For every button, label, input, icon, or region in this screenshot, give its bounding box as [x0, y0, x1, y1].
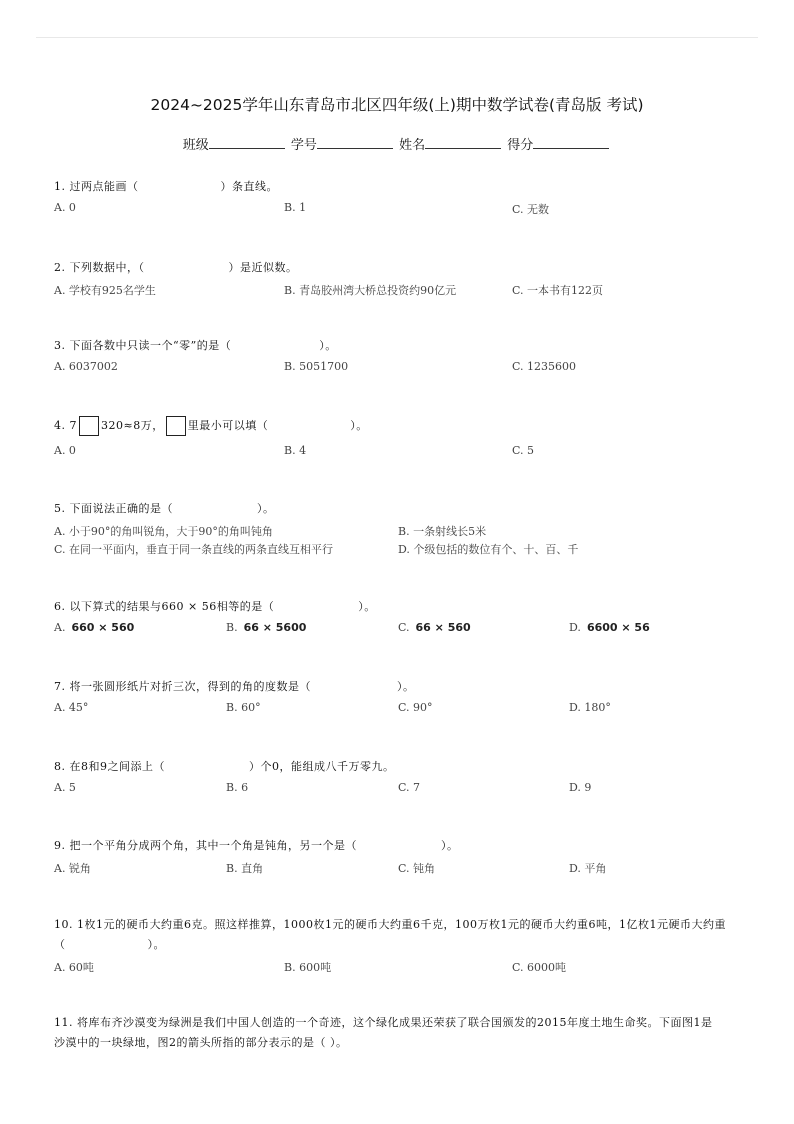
option-b[interactable]: B. 一条射线长5米	[398, 525, 487, 538]
question-2	[54, 258, 754, 298]
option-b[interactable]: B. 4	[284, 444, 307, 457]
option-a[interactable]: A. 小于90°的角叫锐角，大于90°的角叫钝角	[54, 525, 273, 538]
question-6	[54, 597, 754, 637]
option-b[interactable]: B. 600吨	[284, 961, 332, 974]
option-c[interactable]: C. 在同一平面内，垂直于同一条直线的两条直线互相平行	[54, 543, 334, 556]
option-c[interactable]: C. 一本书有122页	[512, 284, 604, 297]
option-b[interactable]: B. 直角	[226, 862, 264, 875]
digit-box[interactable]	[79, 416, 99, 436]
option-b[interactable]: B. 6	[226, 781, 249, 794]
option-a[interactable]: A. 6037002	[54, 360, 118, 373]
student-info-row	[0, 134, 794, 153]
digit-box[interactable]	[166, 416, 186, 436]
option-b[interactable]: B. 60°	[226, 701, 261, 714]
option-d[interactable]: D. 180°	[569, 701, 611, 714]
option-b[interactable]: B. 5051700	[284, 360, 349, 373]
option-c[interactable]: C. 66 × 560	[398, 621, 471, 634]
question-3	[54, 336, 754, 376]
option-c[interactable]: C. 无数	[512, 203, 550, 216]
option-d[interactable]: D. 9	[569, 781, 592, 794]
question-1	[54, 177, 754, 217]
option-b[interactable]: B. 青岛胶州湾大桥总投资约90亿元	[284, 284, 457, 297]
option-b[interactable]: B. 66 × 5600	[226, 621, 307, 634]
question-stem: 4. 7 320≈8万， 里最小可以填（ ）。	[54, 416, 754, 436]
question-stem: 10. 1枚1元的硬币大约重6克。照这样推算，1000枚1元的硬币大约重6千克，100万枚1元的硬币大约重6吨，1亿枚1元硬币大约重	[54, 918, 726, 931]
question-4	[54, 416, 754, 460]
options	[54, 701, 754, 717]
option-a[interactable]: A. 60吨	[54, 961, 94, 974]
question-9	[54, 836, 754, 876]
option-a[interactable]: A. 45°	[54, 701, 89, 714]
option-a[interactable]: A. 5	[54, 781, 76, 794]
option-d[interactable]: D. 6600 × 56	[569, 621, 650, 634]
option-c[interactable]: C. 钝角	[398, 862, 436, 875]
options	[54, 959, 754, 975]
question-7	[54, 677, 754, 717]
option-c[interactable]: C. 90°	[398, 701, 433, 714]
question-stem: 1. 过两点能画（ ）条直线。	[54, 180, 278, 193]
option-c[interactable]: C. 1235600	[512, 360, 577, 373]
option-a[interactable]: A. 0	[54, 444, 76, 457]
option-a[interactable]: A. 0	[54, 201, 76, 214]
class-label: 班级	[182, 138, 209, 153]
question-stem: 11. 将库布齐沙漠变为绿洲是我们中国人创造的一个奇迹，这个绿化成果还荣获了联合国颁发的2015年度土地生命奖。下面图1是	[54, 1016, 713, 1029]
name-label: 姓名	[399, 138, 426, 153]
question-stem: 9. 把一个平角分成两个角，其中一个角是钝角，另一个是（ ）。	[54, 839, 459, 852]
options	[54, 201, 754, 217]
question-stem: 7. 将一张圆形纸片对折三次，得到的角的度数是（ ）。	[54, 680, 415, 693]
class-blank[interactable]	[209, 137, 285, 149]
question-stem: 5. 下面说法正确的是（ ）。	[54, 502, 275, 515]
question-11	[54, 1013, 754, 1053]
question-stem: 6. 以下算式的结果与660 × 56相等的是（ ）。	[54, 600, 376, 613]
question-stem: 2. 下列数据中，（ ）是近似数。	[54, 261, 298, 274]
question-stem: 8. 在8和9之间添上（ ）个0，能组成八千万零九。	[54, 760, 395, 773]
question-8	[54, 757, 754, 797]
page-title: 2024~2025学年山东青岛市北区四年级(上)期中数学试卷(青岛版 考试)	[150, 96, 644, 114]
question-10	[54, 915, 754, 975]
name-blank[interactable]	[425, 137, 501, 149]
option-c[interactable]: C. 7	[398, 781, 421, 794]
options	[54, 860, 754, 876]
id-blank[interactable]	[317, 137, 393, 149]
option-c[interactable]: C. 6000吨	[512, 961, 567, 974]
option-d[interactable]: D. 个级包括的数位有个、十、百、千	[398, 543, 579, 556]
id-label: 学号	[290, 138, 317, 153]
options	[54, 444, 754, 460]
score-blank[interactable]	[533, 137, 609, 149]
option-a[interactable]: A. 锐角	[54, 862, 91, 875]
question-5	[54, 499, 754, 559]
question-stem: 3. 下面各数中只读一个“零”的是（ ）。	[54, 339, 337, 352]
option-a[interactable]: A. 660 × 560	[54, 621, 135, 634]
score-label: 得分	[507, 138, 534, 153]
options	[54, 282, 754, 298]
option-c[interactable]: C. 5	[512, 444, 535, 457]
options	[54, 781, 754, 797]
question-stem-line-2: （ ）。	[54, 938, 165, 951]
options	[54, 360, 754, 376]
header-divider	[36, 37, 758, 38]
option-d[interactable]: D. 平角	[569, 862, 607, 875]
options	[54, 523, 754, 559]
option-b[interactable]: B. 1	[284, 201, 307, 214]
options	[54, 621, 754, 637]
question-stem-line-2: 沙漠中的一块绿地，图2的箭头所指的部分表示的是（ ）。	[54, 1036, 348, 1049]
option-a[interactable]: A. 学校有925名学生	[54, 284, 156, 297]
